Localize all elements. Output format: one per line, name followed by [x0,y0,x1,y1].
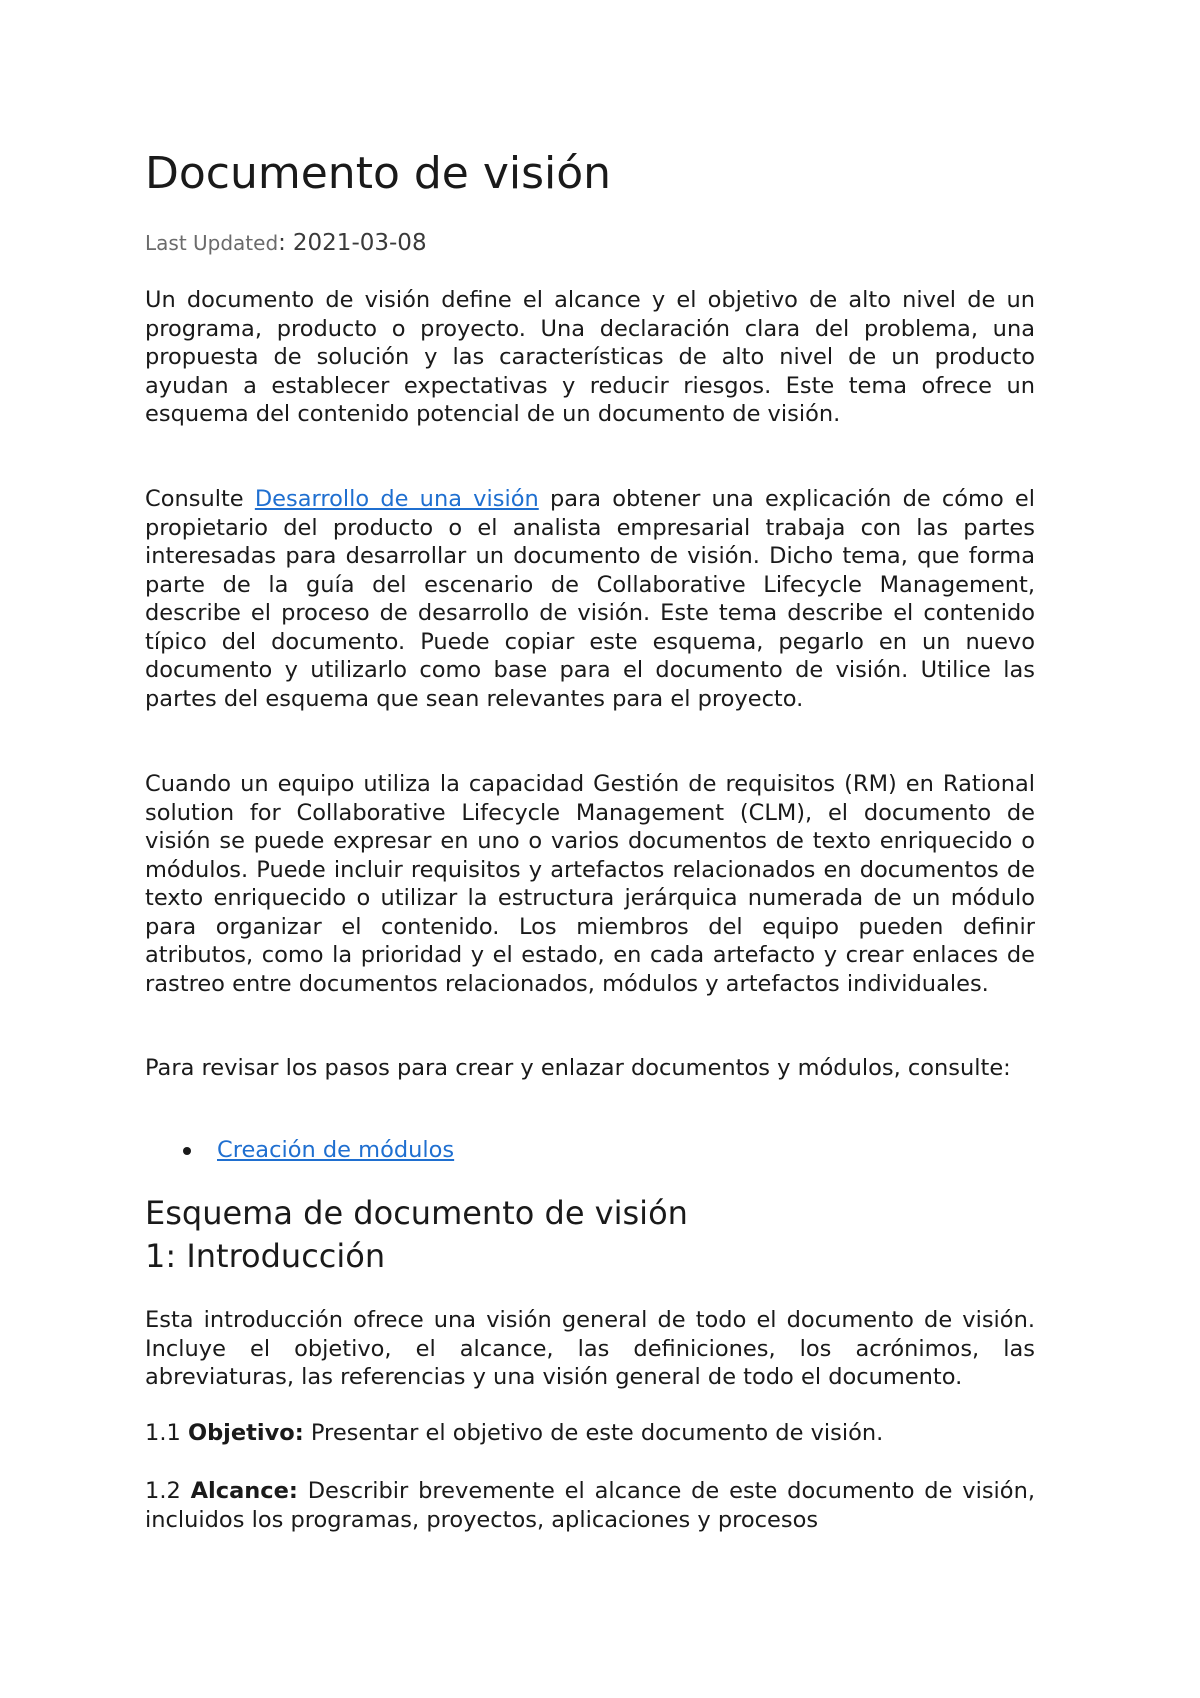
team-paragraph: Cuando un equipo utiliza la capacidad Gestión de requisitos (RM) en Rational solution for Collaborative Lifecycle Management (CLM), el documento de visión se puede expresar en uno o varios documentos de texto enriquecido o módulos. Puede incluir requisitos y artefactos relacionados en documentos de texto enriquecido o utilizar la estructura jerárquica numerada de un módulo para organizar el contenido. Los miembros del equipo pueden definir atributos, como la prioridad y el estado, en cada artefacto y crear enlaces de rastreo entre documentos relacionados, módulos y artefactos individuales. [145,771,1035,997]
related-links-list [145,1136,454,1164]
last-updated-separator: : [278,230,286,256]
scope-label: Alcance: [190,1478,298,1504]
team-section [145,770,1035,998]
objective-number: 1.1 [145,1420,188,1446]
last-updated-label: Last Updated [145,231,279,255]
outline-intro-section [145,1306,1035,1392]
last-updated [145,228,427,259]
scope-text: Describir brevemente el alcance de este documento de visión, incluidos los programas, proyectos, aplicaciones y procesos [145,1478,1035,1533]
page-title: Documento de visión [145,148,612,199]
review-section [145,1054,1035,1083]
outline-heading [145,1192,688,1278]
review-paragraph: Para revisar los pasos para crear y enlazar documentos y módulos, consulte: [145,1055,1011,1081]
objective-section [145,1419,1035,1448]
intro-section [145,286,1035,429]
outline-heading-title: Esquema de documento de visión [145,1194,688,1232]
outline-intro-paragraph: Esta introducción ofrece una visión general de todo el documento de visión. Incluye el objetivo, el alcance, las definiciones, los acrónimos, las abreviaturas, las referencias y una visión general de todo el documento. [145,1307,1035,1390]
last-updated-date: 2021-03-08 [292,230,427,256]
objective-text: Presentar el objetivo de este documento de visión. [303,1420,884,1446]
objective-label: Objetivo: [187,1420,304,1446]
bullet-icon [183,1147,191,1155]
desarrollo-vision-link[interactable]: Desarrollo de una visión [254,486,539,512]
scope-section [145,1477,1035,1534]
scope-number: 1.2 [145,1478,191,1504]
creacion-modulos-link[interactable]: Creación de módulos [217,1137,455,1163]
consult-prefix: Consulte [145,486,255,512]
consult-suffix: para obtener una explicación de cómo el propietario del producto o el analista empresarial trabaja con las partes interesadas para desarrollar un documento de visión. Dicho tema, que forma parte de la guía del escenario de Collaborative Lifecycle Management, describe el proceso de desarrollo de visión. Este tema describe el contenido típico del documento. Puede copiar este esquema, pegarlo en un nuevo documento y utilizarlo como base para el documento de visión. Utilice las partes del esquema que sean relevantes para el proyecto. [145,486,1036,712]
scope-paragraph [145,1477,1035,1534]
consult-section [145,485,1035,713]
intro-paragraph: Un documento de visión define el alcance y el objetivo de alto nivel de un programa, producto o proyecto. Una declaración clara del problema, una propuesta de solución y las características de alto nivel de un producto ayudan a establecer expectativas y reducir riesgos. Este tema ofrece un esquema del contenido potencial de un documento de visión. [145,287,1035,427]
objective-paragraph [145,1419,1035,1448]
consult-paragraph [145,485,1035,713]
outline-heading-subtitle: 1: Introducción [145,1237,386,1275]
list-item [145,1136,454,1164]
